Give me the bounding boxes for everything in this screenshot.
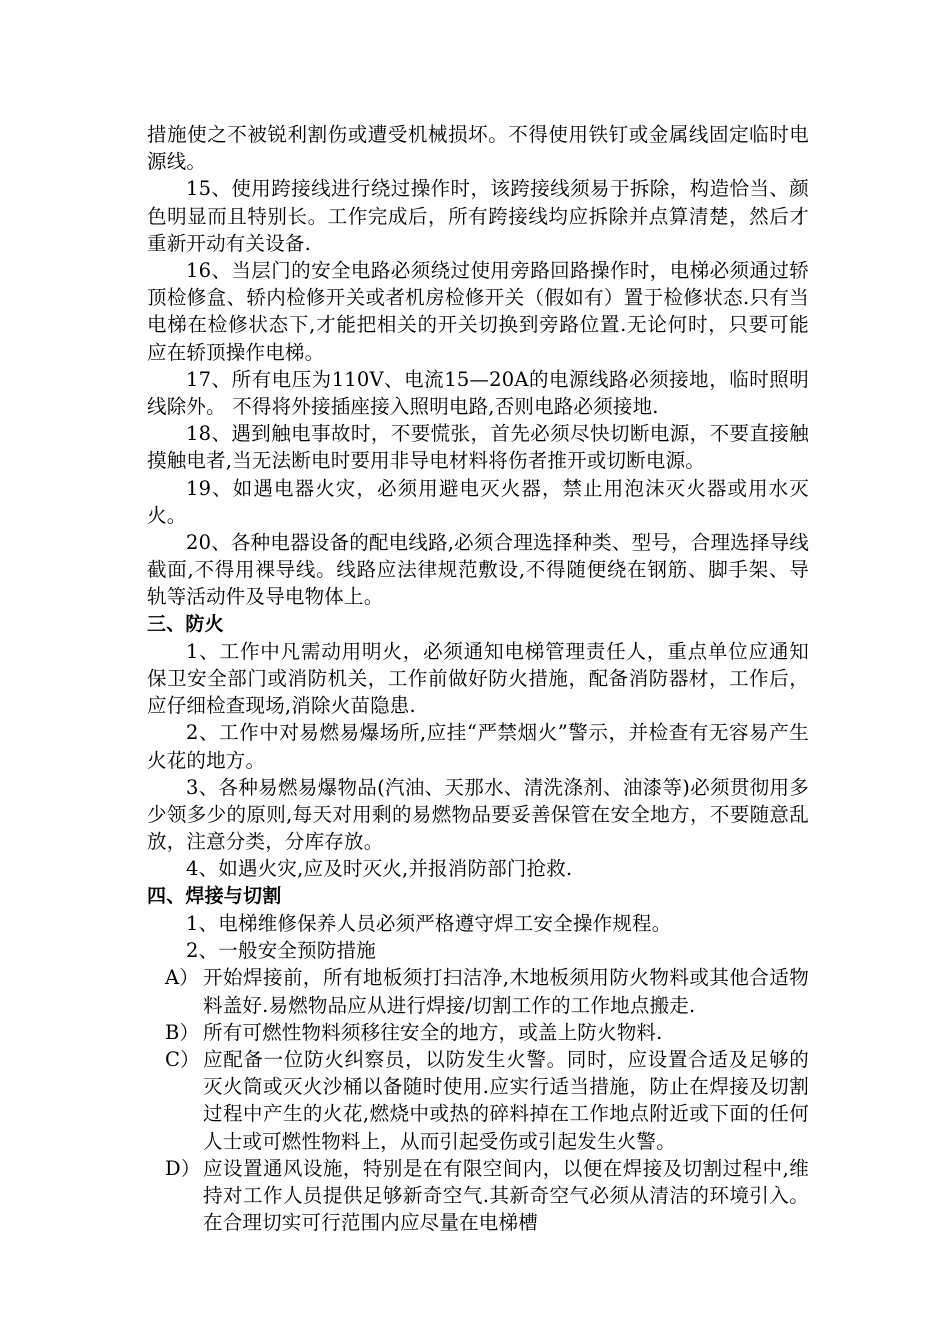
list-item-text: 开始焊接前，所有地板须打扫洁净,木地板须用防火物料或其他合适物料盖好.易燃物品应从进行焊接/切割工作的工作地点搬走. xyxy=(203,966,809,1017)
list-item xyxy=(147,1155,809,1237)
paragraph: 15、使用跨接线进行绕过操作时，该跨接线须易于拆除，构造恰当、颜色明显而且特别长。工作完成后，所有跨接线均应拆除并点算清楚，然后才重新开动有关设备. xyxy=(147,177,809,255)
paragraph: 3、各种易燃易爆物品(汽油、天那水、清洗涤剂、油漆等)必须贯彻用多少领多少的原则,每天对用剩的易燃物品要妥善保管在安全地方，不要随意乱放，注意分类，分库存放。 xyxy=(147,775,809,854)
list-item-text: 所有可燃性物料须移往安全的地方，或盖上防火物料. xyxy=(203,1020,663,1044)
section-heading: 三、防火 xyxy=(147,612,224,635)
paragraph: 措施使之不被锐利割伤或遭受机械损坏。不得使用铁钉或金属线固定临时电源线。 xyxy=(147,123,809,174)
paragraph: 4、如遇火灾,应及时灭火,并报消防部门抢救. xyxy=(186,857,573,881)
paragraph: 1、电梯维修保养人员必须严格遵守焊工安全操作规程。 xyxy=(186,911,672,935)
list-item xyxy=(147,1019,809,1046)
list-item-label: A） xyxy=(165,966,199,990)
list-item-label: D） xyxy=(165,1156,201,1180)
paragraph: 1、工作中凡需动用明火，必须通知电梯管理责任人，重点单位应通知保卫安全部门或消防机关，工作前做好防火措施，配备消防器材，工作后，应仔细检查现场,消除火苗隐患. xyxy=(147,639,809,718)
paragraph: 18、遇到触电事故时，不要慌张，首先必须尽快切断电源，不要直接触摸触电者,当无法断电时要用非导电材料将伤者推开或切断电源。 xyxy=(147,422,809,473)
document-body xyxy=(147,121,809,1236)
paragraph: 17、所有电压为110V、电流15—20A的电源线路必须接地，临时照明线除外。 不得将外接插座接入照明电路,否则电路必须接地. xyxy=(147,367,809,419)
paragraph: 2、一般安全预防措施 xyxy=(186,939,376,963)
list-item xyxy=(147,1046,809,1155)
list-item-label: B） xyxy=(165,1020,200,1044)
paragraph: 2、工作中对易燃易爆场所,应挂“严禁烟火”警示，并检查有无容易产生火花的地方。 xyxy=(147,721,809,772)
list-item-text: 应配备一位防火纠察员，以防发生火警。同时，应设置合适及足够的灭火筒或灭火沙桶以备随时使用.应实行适当措施，防止在焊接及切割过程中产生的火花,燃烧中或热的碎料掉在工作地点附近或下面的任何人士或可燃性物料上，从而引起受伤或引起发生火警。 xyxy=(203,1047,809,1153)
paragraph: 16、当层门的安全电路必须绕过使用旁路回路操作时，电梯必须通过轿顶检修盒、轿内检修开关或者机房检修开关（假如有）置于检修状态.只有当电梯在检修状态下,才能把相关的开关切换到旁路位置.无论何时，只要可能应在轿顶操作电梯。 xyxy=(147,259,809,364)
paragraph: 20、各种电器设备的配电线路,必须合理选择种类、型号，合理选择导线截面,不得用裸导线。线路应法律规范敷设,不得随便绕在钢筋、脚手架、导轨等活动件及导电物体上。 xyxy=(147,531,809,609)
list-item xyxy=(147,964,809,1018)
list-item-text: 应设置通风设施，特别是在有限空间内，以便在焊接及切割过程中,维持对工作人员提供足够新奇空气.其新奇空气必须从清洁的环境引入。在合理切实可行范围内应尽量在电梯槽 xyxy=(203,1156,809,1235)
section-heading: 四、焊接与切割 xyxy=(147,884,282,907)
paragraph: 19、如遇电器火灾，必须用避电灭火器，禁止用泡沫灭火器或用水灭火。 xyxy=(147,476,809,527)
list-item-label: C） xyxy=(165,1047,200,1071)
